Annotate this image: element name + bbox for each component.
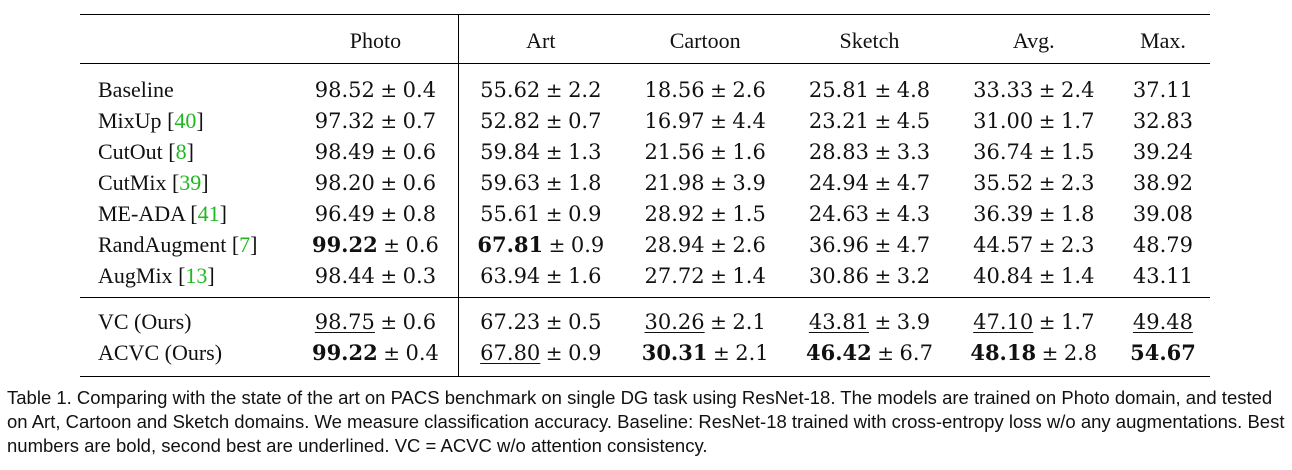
method-cell: CutMix [39] [98, 169, 209, 195]
citation-link[interactable]: 40 [174, 107, 197, 133]
table-row [80, 198, 1210, 229]
value-cell [787, 64, 951, 106]
value-std: 1.4 [1061, 263, 1095, 288]
plus-minus-sign: ± [1038, 108, 1056, 133]
method-name: CutMix [98, 169, 167, 195]
header-cartoon: Cartoon [669, 28, 741, 53]
value-cell [787, 136, 951, 167]
value-mean: 39.24 [1132, 139, 1194, 164]
plus-minus-sign: ± [874, 201, 892, 226]
plus-minus-sign: ± [380, 263, 398, 288]
value-cell [458, 105, 623, 136]
plus-minus-sign: ± [710, 309, 727, 334]
method-cell: RandAugment [7] [98, 231, 258, 257]
best-value [642, 340, 708, 365]
best-value [312, 340, 378, 365]
value-std: 2.1 [735, 340, 769, 365]
value-std: 0.5 [568, 309, 602, 334]
value-cell [1116, 105, 1210, 136]
value-cell [1116, 229, 1210, 260]
value-cell [1116, 136, 1210, 167]
value-cell [293, 198, 458, 229]
value-cell [787, 298, 951, 338]
value-mean: 24.94 [808, 170, 869, 195]
value-cell [787, 105, 951, 136]
value-cell [623, 64, 787, 106]
value-std: 0.8 [402, 201, 437, 226]
method-cell [80, 64, 293, 106]
method-cell: AugMix [13] [98, 262, 215, 288]
value-mean: 48.18 [970, 339, 1037, 365]
value-std: 4.4 [732, 108, 766, 133]
value-std: 2.2 [568, 77, 602, 102]
value-std: 1.7 [1061, 309, 1095, 334]
plus-minus-sign: ± [874, 232, 892, 257]
value-cell [787, 198, 951, 229]
method-name: RandAugment [98, 231, 227, 257]
baseline-methods-body [80, 64, 1210, 298]
value-cell [1116, 198, 1210, 229]
value-cell [787, 260, 951, 298]
value-cell [623, 229, 787, 260]
method-name: ME-ADA [98, 200, 185, 226]
value-std: 0.3 [402, 263, 437, 288]
plus-minus-sign: ± [1038, 232, 1056, 257]
value-mean: 28.94 [644, 232, 705, 257]
value-mean: 67.23 [480, 309, 541, 334]
value-cell [458, 298, 623, 338]
citation-link[interactable]: 7 [239, 231, 251, 257]
value-cell [1116, 337, 1210, 377]
plus-minus-sign: ± [380, 201, 398, 226]
plus-minus-sign: ± [710, 170, 727, 195]
second-best-value [480, 340, 540, 365]
value-mean: 49.48 [1132, 309, 1194, 334]
table-row [80, 105, 1210, 136]
plus-minus-sign: ± [545, 263, 563, 288]
best-value [970, 340, 1036, 365]
value-mean: 39.08 [1132, 201, 1194, 226]
value-std: 4.7 [896, 232, 931, 257]
plus-minus-sign: ± [874, 108, 892, 133]
value-mean: 99.22 [311, 231, 378, 257]
value-std: 1.3 [568, 139, 602, 164]
plus-minus-sign: ± [380, 139, 398, 164]
method-name: AugMix [98, 262, 173, 288]
value-cell [293, 136, 458, 167]
value-cell [952, 260, 1116, 298]
value-mean: 30.31 [641, 339, 708, 365]
second-best-value [315, 309, 375, 334]
value-cell [623, 260, 787, 298]
value-mean: 30.26 [644, 309, 705, 334]
plus-minus-sign: ± [383, 232, 400, 257]
value-mean: 67.81 [477, 231, 544, 257]
best-value [1130, 340, 1196, 365]
plus-minus-sign: ± [1038, 170, 1056, 195]
plus-minus-sign: ± [545, 201, 563, 226]
citation-link[interactable]: 39 [179, 169, 202, 195]
value-std: 3.9 [732, 170, 766, 195]
value-cell [293, 229, 458, 260]
value-std: 0.6 [405, 232, 439, 257]
best-value [477, 232, 543, 257]
value-cell [293, 167, 458, 198]
value-std: 4.3 [896, 201, 931, 226]
header-photo: Photo [293, 15, 458, 64]
value-std: 2.4 [1061, 77, 1095, 102]
plus-minus-sign: ± [874, 309, 892, 334]
value-mean: 43.11 [1132, 263, 1194, 288]
value-cell [458, 260, 623, 298]
plus-minus-sign: ± [710, 263, 727, 288]
value-mean: 98.44 [314, 263, 375, 288]
value-std: 0.7 [568, 108, 602, 133]
value-mean: 55.61 [480, 201, 541, 226]
value-mean: 33.33 [973, 77, 1034, 102]
plus-minus-sign: ± [383, 340, 400, 365]
plus-minus-sign: ± [874, 77, 892, 102]
plus-minus-sign: ± [1038, 201, 1056, 226]
method-cell: ME-ADA [41] [98, 200, 227, 226]
value-mean: 31.00 [973, 108, 1034, 133]
plus-minus-sign: ± [877, 340, 895, 365]
value-cell [1116, 64, 1210, 106]
value-mean: 54.67 [1130, 339, 1196, 365]
value-cell [293, 337, 458, 377]
value-std: 1.6 [732, 139, 766, 164]
plus-minus-sign: ± [380, 170, 398, 195]
value-mean: 38.92 [1132, 170, 1194, 195]
plus-minus-sign: ± [710, 201, 727, 226]
value-std: 0.6 [402, 139, 437, 164]
citation-link[interactable]: 13 [185, 262, 208, 288]
value-cell [623, 136, 787, 167]
value-std: 0.4 [402, 77, 437, 102]
plus-minus-sign: ± [710, 77, 727, 102]
value-cell [458, 167, 623, 198]
value-mean: 32.83 [1132, 108, 1194, 133]
header-sketch: Sketch [839, 28, 900, 53]
plus-minus-sign: ± [874, 170, 892, 195]
best-value [806, 340, 872, 365]
value-std: 1.4 [732, 263, 766, 288]
value-mean: 98.75 [314, 309, 375, 334]
method-name: ACVC (Ours) [98, 339, 223, 365]
value-mean: 21.98 [644, 170, 705, 195]
method-name: CutOut [98, 138, 163, 164]
header-row [80, 15, 1210, 64]
table-row [80, 229, 1210, 260]
plus-minus-sign: ± [380, 309, 398, 334]
value-std: 6.7 [899, 340, 933, 365]
our-methods-body [80, 298, 1210, 377]
value-mean: 27.72 [644, 263, 705, 288]
value-mean: 98.20 [314, 170, 375, 195]
value-mean: 18.56 [644, 77, 705, 102]
method-cell: MixUp [40] [98, 107, 204, 133]
table-row [80, 337, 1210, 377]
table-caption: Table 1. Comparing with the state of the art on PACS benchmark on single DG task using ResNet-18. The models are trained on Photo domain, and tested on Art, Cartoon and Sketch domains. We measure classification accuracy. Baseline: ResNet-18 trained with cross-entropy loss w/o any augmentations. Best numbers are bold, second best are underlined. VC = ACVC w/o attention consistency. [7, 387, 1285, 456]
plus-minus-sign: ± [380, 108, 398, 133]
value-cell [623, 337, 787, 377]
value-std: 3.9 [896, 309, 931, 334]
value-std: 1.6 [568, 263, 602, 288]
citation-link[interactable]: 8 [175, 138, 187, 164]
plus-minus-sign: ± [545, 170, 563, 195]
value-mean: 30.86 [808, 263, 869, 288]
plus-minus-sign: ± [710, 108, 727, 133]
value-mean: 97.32 [314, 108, 375, 133]
value-std: 0.7 [402, 108, 437, 133]
value-mean: 52.82 [480, 108, 541, 133]
value-cell [787, 229, 951, 260]
value-cell [952, 105, 1116, 136]
value-mean: 16.97 [644, 108, 705, 133]
value-cell [1116, 167, 1210, 198]
plus-minus-sign: ± [874, 139, 892, 164]
value-mean: 35.52 [973, 170, 1034, 195]
value-std: 3.3 [896, 139, 931, 164]
second-best-value [973, 309, 1033, 334]
method-name: MixUp [98, 107, 162, 133]
value-std: 2.1 [732, 309, 766, 334]
value-cell [293, 260, 458, 298]
value-mean: 43.81 [808, 309, 869, 334]
value-mean: 96.49 [314, 201, 375, 226]
value-mean: 48.79 [1132, 232, 1194, 257]
value-cell [952, 167, 1116, 198]
value-mean: 36.39 [973, 201, 1034, 226]
second-best-value [645, 309, 705, 334]
header-method [80, 15, 293, 64]
value-cell [1116, 298, 1210, 338]
value-cell [952, 298, 1116, 338]
value-mean: 98.49 [314, 139, 375, 164]
value-cell [1116, 260, 1210, 298]
plus-minus-sign: ± [712, 340, 730, 365]
value-cell [787, 337, 951, 377]
value-cell [623, 298, 787, 338]
value-mean: 44.57 [973, 232, 1034, 257]
best-value [312, 232, 378, 257]
results-table-container [80, 14, 1210, 377]
value-mean: 21.56 [644, 139, 705, 164]
value-std: 0.6 [402, 170, 437, 195]
results-table [80, 14, 1210, 377]
value-mean: 59.63 [480, 170, 541, 195]
plus-minus-sign: ± [1038, 139, 1056, 164]
value-cell [952, 337, 1116, 377]
value-mean: 28.92 [644, 201, 705, 226]
table-row [80, 64, 1210, 106]
header-art: Art [526, 28, 556, 53]
plus-minus-sign: ± [1041, 340, 1059, 365]
value-cell [458, 198, 623, 229]
table-row [80, 167, 1210, 198]
value-cell [623, 198, 787, 229]
value-mean: 37.11 [1132, 77, 1194, 102]
citation-link[interactable]: 41 [197, 200, 220, 226]
plus-minus-sign: ± [1038, 77, 1056, 102]
plus-minus-sign: ± [1038, 309, 1056, 334]
plus-minus-sign: ± [380, 77, 398, 102]
value-std: 2.6 [732, 77, 766, 102]
plus-minus-sign: ± [545, 340, 563, 365]
method-cell: CutOut [8] [98, 138, 194, 164]
value-cell [952, 64, 1116, 106]
value-cell [623, 105, 787, 136]
value-std: 2.3 [1061, 170, 1095, 195]
plus-minus-sign: ± [545, 309, 563, 334]
value-std: 0.6 [402, 309, 437, 334]
value-mean: 36.74 [973, 139, 1034, 164]
plus-minus-sign: ± [548, 232, 566, 257]
value-mean: 67.80 [480, 340, 541, 365]
value-std: 1.7 [1061, 108, 1095, 133]
value-std: 0.4 [405, 340, 439, 365]
value-std: 1.8 [1061, 201, 1095, 226]
header-avg: Avg. [1012, 28, 1055, 53]
value-cell [458, 136, 623, 167]
method-cell [80, 298, 293, 338]
value-std: 0.9 [570, 232, 605, 257]
value-std: 2.6 [732, 232, 766, 257]
second-best-value [809, 309, 869, 334]
value-std: 0.9 [568, 340, 602, 365]
value-cell [787, 167, 951, 198]
plus-minus-sign: ± [545, 139, 563, 164]
value-std: 0.9 [568, 201, 602, 226]
value-std: 4.8 [896, 77, 931, 102]
plus-minus-sign: ± [710, 139, 727, 164]
value-cell [623, 167, 787, 198]
value-mean: 46.42 [806, 339, 872, 365]
value-cell [952, 198, 1116, 229]
table-row [80, 260, 1210, 298]
value-mean: 47.10 [973, 309, 1034, 334]
value-mean: 28.83 [808, 139, 869, 164]
header-max: Max. [1140, 28, 1186, 53]
value-cell [293, 298, 458, 338]
value-cell [293, 64, 458, 106]
value-mean: 55.62 [480, 77, 541, 102]
value-cell [952, 229, 1116, 260]
value-std: 1.8 [568, 170, 602, 195]
value-mean: 59.84 [480, 139, 541, 164]
method-name: Baseline [98, 76, 174, 102]
method-name: VC (Ours) [98, 308, 192, 334]
second-best-value [1133, 309, 1193, 334]
value-cell [952, 136, 1116, 167]
value-std: 2.3 [1061, 232, 1095, 257]
value-std: 4.7 [896, 170, 931, 195]
plus-minus-sign: ± [545, 108, 563, 133]
plus-minus-sign: ± [874, 263, 892, 288]
plus-minus-sign: ± [1038, 263, 1056, 288]
plus-minus-sign: ± [545, 77, 563, 102]
value-mean: 24.63 [808, 201, 869, 226]
value-std: 1.5 [732, 201, 766, 226]
value-std: 3.2 [896, 263, 931, 288]
value-cell [458, 229, 623, 260]
table-header [80, 15, 1210, 64]
value-cell [458, 64, 623, 106]
value-mean: 23.21 [808, 108, 869, 133]
value-std: 2.8 [1063, 340, 1098, 365]
value-cell [458, 337, 623, 377]
plus-minus-sign: ± [710, 232, 727, 257]
value-std: 1.5 [1061, 139, 1095, 164]
table-row [80, 298, 1210, 338]
value-mean: 25.81 [808, 77, 869, 102]
method-cell [80, 337, 293, 377]
value-cell [293, 105, 458, 136]
value-mean: 63.94 [480, 263, 541, 288]
value-mean: 99.22 [311, 339, 378, 365]
value-mean: 98.52 [314, 77, 375, 102]
value-mean: 36.96 [808, 232, 869, 257]
value-std: 4.5 [896, 108, 931, 133]
value-mean: 40.84 [973, 263, 1034, 288]
table-row [80, 136, 1210, 167]
